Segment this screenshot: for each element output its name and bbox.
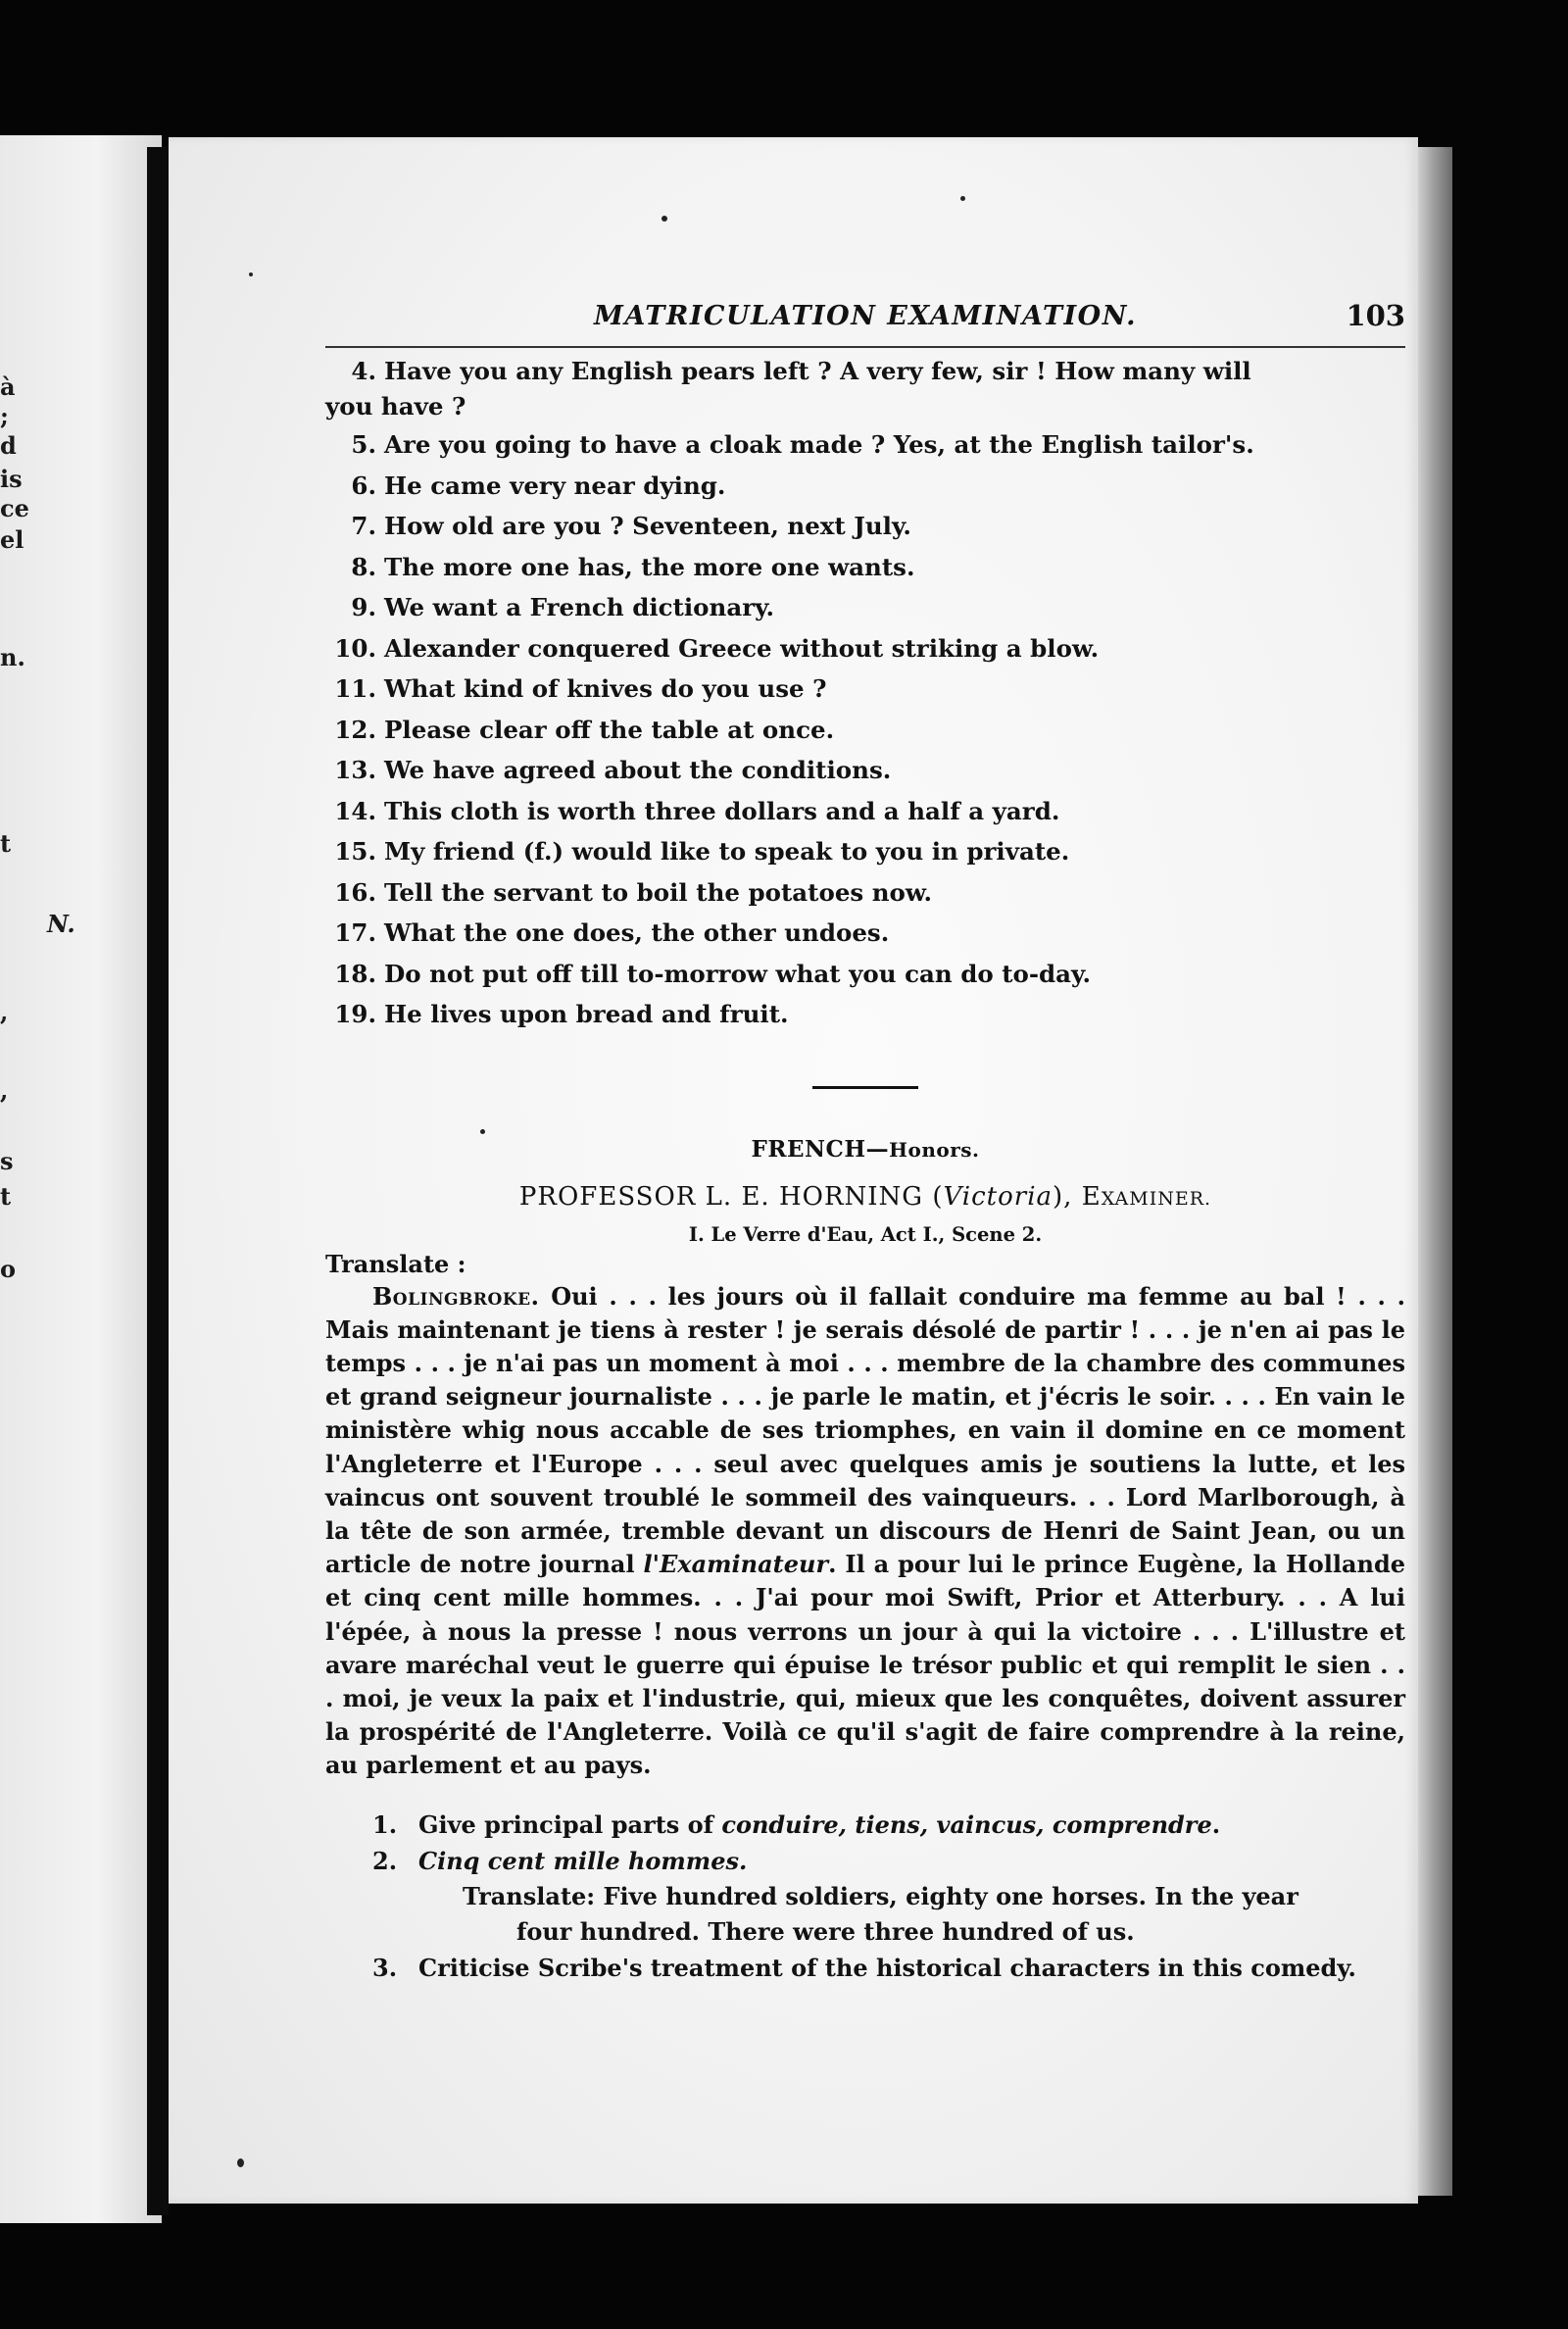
list-item: 8. The more one has, the more one wants. (351, 552, 915, 581)
left-fragment: t (0, 829, 12, 858)
ink-speck (249, 273, 253, 276)
left-fragment: o (0, 1255, 17, 1283)
book-page (169, 137, 1418, 2204)
list-item: 11. What kind of knives do you use ? (334, 674, 827, 703)
left-fragment: is (0, 465, 23, 493)
left-fragment: N. (47, 910, 75, 938)
left-fragment: t (0, 1182, 12, 1211)
exercise-item: 3. Criticise Scribe's treatment of the historical characters in this comedy. (372, 1953, 1356, 1982)
page-number: 103 (1346, 299, 1405, 332)
book-gutter (147, 147, 169, 2215)
left-fragment: el (0, 525, 24, 554)
running-title: MATRICULATION EXAMINATION. (593, 301, 1138, 331)
exercise-list (325, 1807, 1405, 1986)
left-page-margin (0, 135, 162, 2223)
left-fragment: , (0, 1076, 9, 1105)
list-item: 14. This cloth is worth three dollars and a half a yard. (334, 796, 1060, 825)
left-fragment: d (0, 431, 17, 460)
section-divider (812, 1086, 918, 1089)
left-fragment: , (0, 998, 9, 1026)
list-item: 12. Please clear off the table at once. (334, 715, 835, 744)
left-fragment: n. (0, 643, 25, 671)
list-item: 15. My friend (f.) would like to speak to you in private. (334, 837, 1070, 866)
passage-title: I. Le Verre d'Eau, Act I., Scene 2. (688, 1222, 1043, 1246)
exercise-item: 1. Give principal parts of conduire, tiens, vaincus, comprendre. (372, 1809, 1221, 1839)
page-content (325, 289, 1405, 1986)
french-passage: Bolingbroke. Oui . . . les jours où il fallait conduire ma femme au bal ! . . . Mais maintenant je tiens à rester ! je serais désolé de partir ! . . . je n'en ai pas le temps . . . je n'ai pas un moment à moi . . . membre de la chambre des communes et grand seigneur journaliste . . . je parle le matin, et j'écris le soir. . . . En vain le ministère whig nous accable de ses triomphes, en vain il domine en ce moment l'Angleterre et l'Europe . . . seul avec quelques amis je soutiens la lutte, et les vaincus ont souvent troublé le sommeil des vainqueurs. . . Lord Marlborough, à la tête de son armée, tremble devant un discours de Henri de Saint Jean, ou un article de notre journal l'Examinateur. Il a pour lui le prince Eugène, la Hollande et cinq cent mille hommes. . . J'ai pour moi Swift, Prior et Atterbury. . . A lui l'épée, à nous la presse ! nous verrons un jour à qui la victoire . . . L'illustre et avare maréchal veut le guerre qui épuise le trésor public et qui remplit le sien . . . moi, je veux la paix et l'industrie, qui, mieux que les conquêtes, doivent assurer la prospérité de l'Angleterre. Voilà ce qu'il s'agit de faire comprendre à la reine, au parlement et au pays. (325, 1281, 1406, 1780)
list-item: 4. Have you any English pears left ? A very few, sir ! How many will you have ? (325, 357, 1251, 421)
left-fragment: ce (0, 494, 29, 522)
list-item: 17. What the one does, the other undoes. (334, 918, 890, 947)
list-item: 18. Do not put off till to-morrow what you can do to-day. (334, 959, 1091, 988)
left-fragment: à (0, 372, 16, 401)
exercise-item: 2. Cinq cent mille hommes. Translate: Five hundred soldiers, eighty one horses. In the year four hundred. There were three hundred of us. (372, 1846, 1298, 1946)
sentence-list (325, 350, 1405, 1035)
list-item: 16. Tell the servant to boil the potatoes now. (334, 877, 933, 907)
ink-speck (237, 2158, 244, 2167)
list-item: 9. We want a French dictionary. (351, 593, 775, 621)
speaker-name: Bolingbroke. (372, 1281, 540, 1311)
page-edge (1418, 147, 1452, 2196)
list-item: 19. He lives upon bread and fruit. (334, 1000, 789, 1028)
list-item: 5. Are you going to have a cloak made ? Yes, at the English tailor's. (351, 430, 1254, 459)
ink-speck (662, 216, 667, 222)
list-item: 6. He came very near dying. (351, 471, 726, 500)
list-item: 10. Alexander conquered Greece without striking a blow. (334, 633, 1100, 663)
list-item: 7. How old are you ? Seventeen, next July. (351, 512, 911, 540)
left-fragment: s (0, 1147, 14, 1175)
translate-label: Translate : (325, 1249, 466, 1278)
ink-speck (960, 196, 965, 201)
left-fragment: ; (0, 402, 9, 430)
list-item: 13. We have agreed about the conditions. (334, 756, 892, 784)
running-header (325, 289, 1405, 348)
section-title: FRENCH—Honors. (751, 1135, 980, 1163)
examiner-line: PROFESSOR L. E. HORNING (Victoria), EXAMINER. (518, 1181, 1212, 1212)
